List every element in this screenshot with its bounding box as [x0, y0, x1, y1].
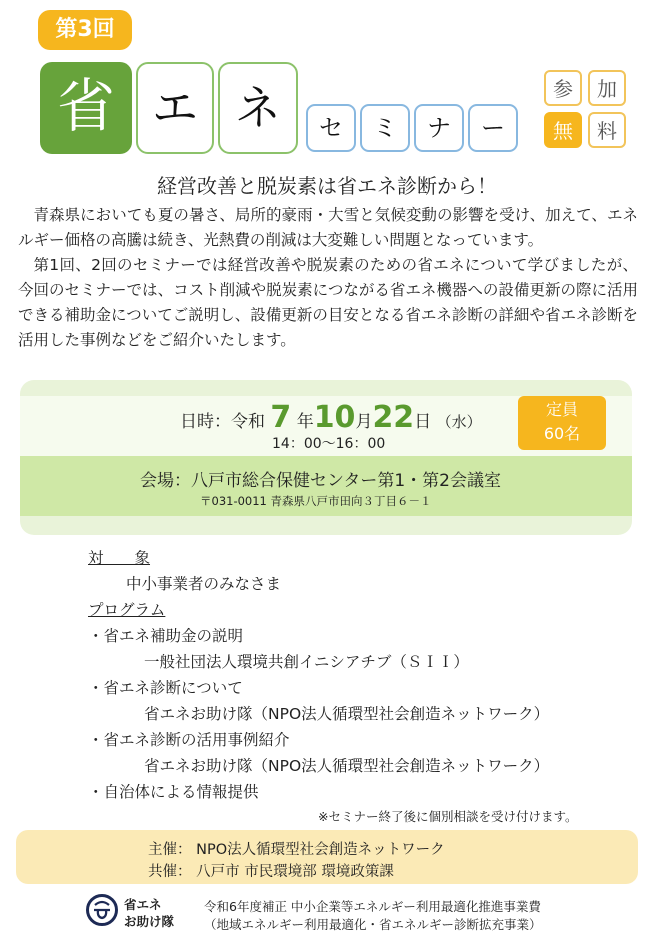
program-item-presenter: 省エネお助け隊（NPO法人循環型社会創造ネットワーク）	[144, 757, 550, 775]
capacity-value: 60名	[543, 424, 581, 443]
cohost-name: 八戸市 市民環境部 環境政策課	[196, 864, 394, 880]
event-date	[180, 400, 482, 435]
title-char-e: エ	[136, 62, 214, 154]
intro-paragraph-1: 青森県においても夏の暑さ、局所的豪雨・大雪と気候変動の影響を受け、加えて、エネルギー価格の高騰は続き、光熱費の削減は大変難しい問題となっています。	[18, 206, 638, 249]
intro-paragraph-2: 第1回、2回のセミナーでは経営改善や脱炭素のための省エネについて学びましたが、今回のセミナーでは、コスト削減や脱炭素につながる省エネ機器への設備更新の際に活用できる補助金についてご説明し、設備更新の目安となる省エネ診断の詳細や省エネ診断を活用した事例などをご紹介いたします。	[18, 256, 638, 349]
host-line	[148, 838, 445, 859]
program-item-title: ・自治体による情報提供	[88, 783, 259, 801]
seminar-char-1: セ	[306, 104, 356, 152]
free-badge-char-4: 料	[588, 112, 626, 148]
logo-text-line-1: 省エネ	[124, 897, 162, 912]
program-item-presenter: 一般社団法人環境共創イニシアチブ（ＳＩＩ）	[144, 653, 469, 671]
date-weekday: （水）	[436, 413, 482, 431]
consultation-note: ※セミナー終了後に個別相談を受け付けます。	[318, 809, 578, 824]
date-year: 7	[270, 400, 292, 435]
date-prefix: 日時：令和	[180, 412, 265, 432]
free-badge-char-3: 無	[544, 112, 582, 148]
funding-line-2: （地域エネルギー利用最適化・省エネルギー診断拡充事業）	[204, 917, 542, 932]
seminar-char-3: ナ	[414, 104, 464, 152]
date-day: 22	[372, 400, 415, 435]
seminar-char-4: ー	[468, 104, 518, 152]
program-heading: プログラム	[88, 601, 166, 619]
date-day-unit: 日	[414, 412, 432, 432]
host-name: NPO法人循環型社会創造ネットワーク	[196, 842, 445, 858]
subtitle: 経営改善と脱炭素は省エネ診断から！	[157, 174, 497, 198]
program-item-title: ・省エネ診断について	[88, 679, 243, 697]
event-venue: 会場：八戸市総合保健センター第1・第2会議室	[140, 471, 501, 491]
capacity-badge	[518, 396, 606, 450]
title-char-ne: ネ	[218, 62, 298, 154]
event-address: 〒031-0011 青森県八戸市田向３丁目６－１	[200, 494, 432, 508]
funding-line-1: 令和6年度補正 中小企業等エネルギー利用最適化推進事業費	[204, 899, 541, 914]
host-label: 主催：	[148, 842, 192, 858]
logo-text-line-2: お助け隊	[124, 914, 175, 929]
round-badge: 第3回	[38, 10, 132, 50]
date-year-unit: 年	[296, 412, 314, 432]
cohost-line	[148, 860, 394, 881]
target-heading: 対 象	[88, 549, 151, 567]
target-audience: 中小事業者のみなさま	[126, 575, 282, 593]
free-badge-char-1: 参	[544, 70, 582, 106]
program-item-title: ・省エネ診断の活用事例紹介	[88, 731, 290, 749]
date-month-unit: 月	[355, 412, 373, 432]
otasuketai-logo-icon	[86, 894, 118, 926]
intro-text	[18, 203, 638, 353]
program-item-presenter: 省エネお助け隊（NPO法人循環型社会創造ネットワーク）	[144, 705, 550, 723]
capacity-label: 定員	[545, 400, 578, 419]
seminar-char-2: ミ	[360, 104, 410, 152]
free-badge-char-2: 加	[588, 70, 626, 106]
title-char-sho: 省	[40, 62, 132, 154]
program-item-title: ・省エネ補助金の説明	[88, 627, 244, 645]
event-time: 14：00～16：00	[272, 436, 386, 452]
date-month: 10	[313, 400, 356, 435]
cohost-label: 共催：	[148, 864, 192, 880]
